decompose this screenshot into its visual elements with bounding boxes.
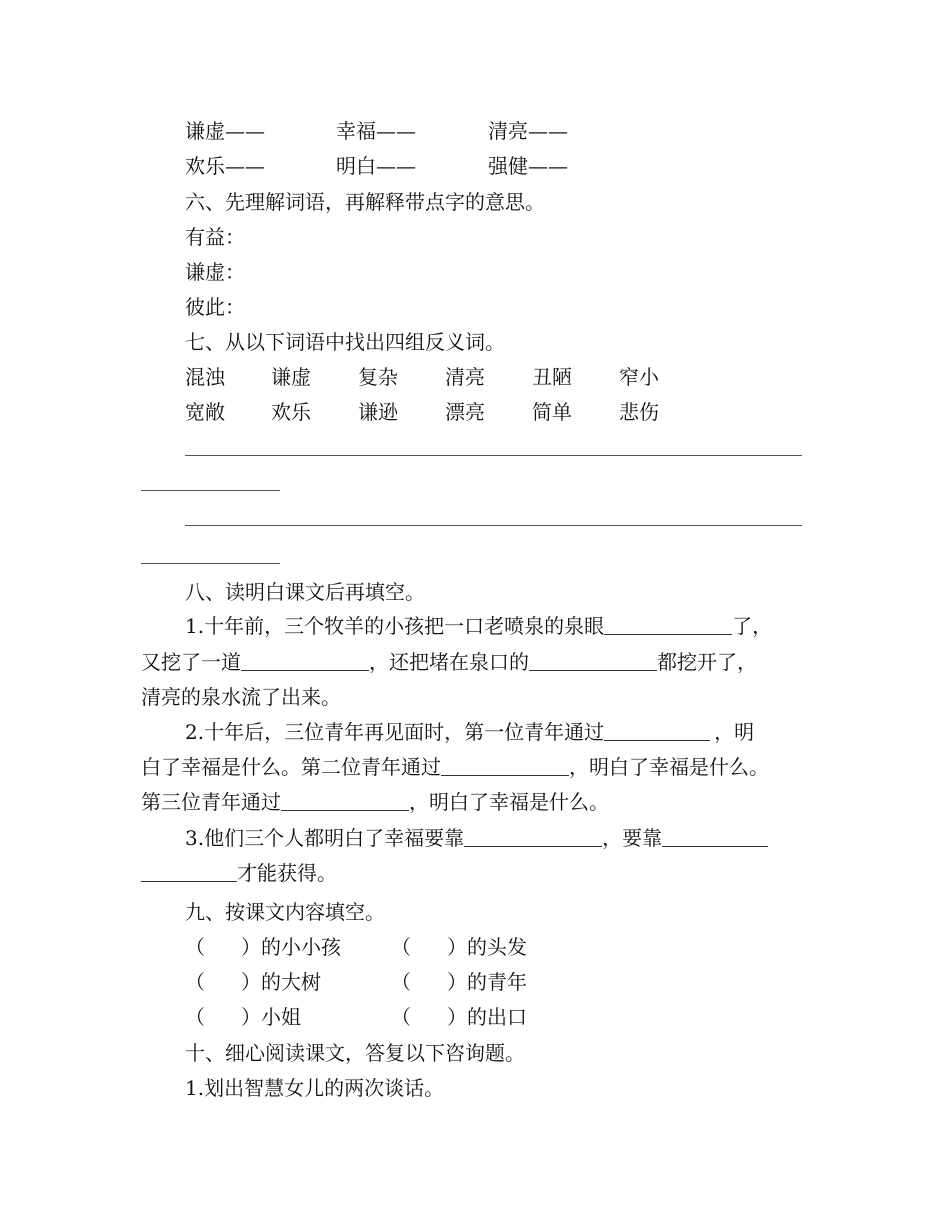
section8-q2-line1 (185, 719, 754, 745)
fill-blank[interactable] (464, 826, 602, 847)
open-paren: （ (185, 970, 205, 994)
paren-blank[interactable] (411, 1006, 447, 1026)
fill-row-left (185, 969, 321, 995)
section10-q1: 1.划出智慧女儿的两次谈话。 (185, 1076, 445, 1100)
q2-text-e: 第三位青年通过 (141, 790, 281, 814)
antonym-word: 悲伤 (619, 400, 659, 424)
word-qianxu: 谦虚—— (185, 119, 265, 143)
open-paren: （ (185, 1005, 205, 1029)
close-paren: ） (447, 970, 467, 994)
fill-row-left (185, 1004, 301, 1030)
section8-q2-line2 (141, 754, 769, 780)
paren-blank[interactable] (205, 971, 241, 991)
fill-label: 小姐 (261, 1005, 301, 1029)
section8-q1-line1 (185, 613, 772, 639)
fill-blank[interactable] (604, 720, 710, 741)
paren-blank[interactable] (205, 1006, 241, 1026)
close-paren: ） (447, 1005, 467, 1029)
section8-heading: 八、读明白课文后再填空。 (185, 580, 425, 604)
fill-blank[interactable] (241, 650, 369, 671)
antonym-word: 宽敞 (185, 400, 225, 424)
antonym-word: 复杂 (358, 365, 398, 389)
fill-label: 的青年 (467, 970, 527, 994)
q1-text-b: 了， (732, 614, 773, 638)
q2-text-b: ，明 (714, 720, 755, 744)
antonym-word: 丑陋 (532, 365, 572, 389)
fill-row-right (391, 934, 527, 960)
open-paren: （ (185, 935, 205, 959)
fill-row-left (185, 934, 341, 960)
antonym-word: 谦逊 (358, 400, 398, 424)
close-paren: ） (241, 970, 261, 994)
word-xingfu: 幸福—— (336, 119, 416, 143)
q3-text-c: 才能获得。 (237, 861, 337, 885)
close-paren: ） (241, 1005, 261, 1029)
q2-text-f: ，明白了幸福是什么。 (409, 790, 609, 814)
q3-text-b: ，要靠 (602, 826, 663, 850)
q2-text-c: 白了幸福是什么。第二位青年通过 (141, 755, 441, 779)
answer-line[interactable] (185, 455, 802, 456)
fill-blank[interactable] (281, 790, 409, 811)
section6-item-youyi: 有益： (185, 225, 245, 249)
close-paren: ） (241, 935, 261, 959)
section7-heading: 七、从以下词语中找出四组反义词。 (185, 330, 505, 354)
word-mingbai: 明白—— (336, 154, 416, 178)
word-qingliang: 清亮—— (488, 119, 568, 143)
fill-label: 的小小孩 (261, 935, 341, 959)
antonym-word: 混浊 (185, 365, 225, 389)
close-paren: ） (447, 935, 467, 959)
antonym-word: 漂亮 (445, 400, 485, 424)
open-paren: （ (391, 1005, 411, 1029)
q2-text-d: ，明白了幸福是什么。 (569, 755, 769, 779)
section6-heading: 六、先理解词语，再解释带点字的意思。 (185, 190, 545, 214)
section6-item-qianxu: 谦虚： (185, 260, 245, 284)
section8-q2-line3 (141, 789, 609, 815)
fill-row-right (391, 1004, 527, 1030)
open-paren: （ (391, 970, 411, 994)
word-qiangjian: 强健—— (488, 154, 568, 178)
fill-blank[interactable] (441, 755, 569, 776)
q1-text-c: 又挖了一道 (141, 650, 241, 674)
antonym-word: 欢乐 (271, 400, 311, 424)
antonym-word: 简单 (532, 400, 572, 424)
answer-line[interactable] (185, 525, 802, 526)
fill-blank[interactable] (662, 826, 768, 847)
open-paren: （ (391, 935, 411, 959)
fill-row-right (391, 969, 527, 995)
section8-q3-line1 (185, 825, 768, 851)
section10-heading: 十、细心阅读课文，答复以下咨询题。 (185, 1041, 525, 1065)
q3-text-a: 3.他们三个人都明白了幸福要靠 (185, 826, 465, 850)
paren-blank[interactable] (205, 936, 241, 956)
antonym-word: 谦虚 (271, 365, 311, 389)
q1-text-d: ，还把堵在泉口的 (369, 650, 529, 674)
answer-line[interactable] (141, 490, 280, 491)
antonym-word: 清亮 (445, 365, 485, 389)
fill-label: 的出口 (467, 1005, 527, 1029)
fill-blank[interactable] (141, 861, 237, 882)
antonym-word: 窄小 (619, 365, 659, 389)
fill-blank[interactable] (604, 614, 732, 635)
word-huanle: 欢乐—— (185, 154, 265, 178)
section8-q1-line2 (141, 649, 757, 675)
section6-item-bici: 彼此： (185, 295, 245, 319)
q1-text-f: 清亮的泉水流了出来。 (141, 685, 341, 709)
fill-blank[interactable] (529, 650, 657, 671)
fill-label: 的头发 (467, 935, 527, 959)
section9-heading: 九、按课文内容填空。 (185, 900, 385, 924)
q1-text-a: 1.十年前，三个牧羊的小孩把一口老喷泉的泉眼 (185, 614, 605, 638)
paren-blank[interactable] (411, 971, 447, 991)
section8-q3-line2 (141, 860, 337, 886)
section8-q1-line3 (141, 684, 341, 710)
paren-blank[interactable] (411, 936, 447, 956)
fill-label: 的大树 (261, 970, 321, 994)
q2-text-a: 2.十年后，三位青年再见面时，第一位青年通过 (185, 720, 605, 744)
q1-text-e: 都挖开了， (657, 650, 757, 674)
answer-line[interactable] (141, 563, 280, 564)
